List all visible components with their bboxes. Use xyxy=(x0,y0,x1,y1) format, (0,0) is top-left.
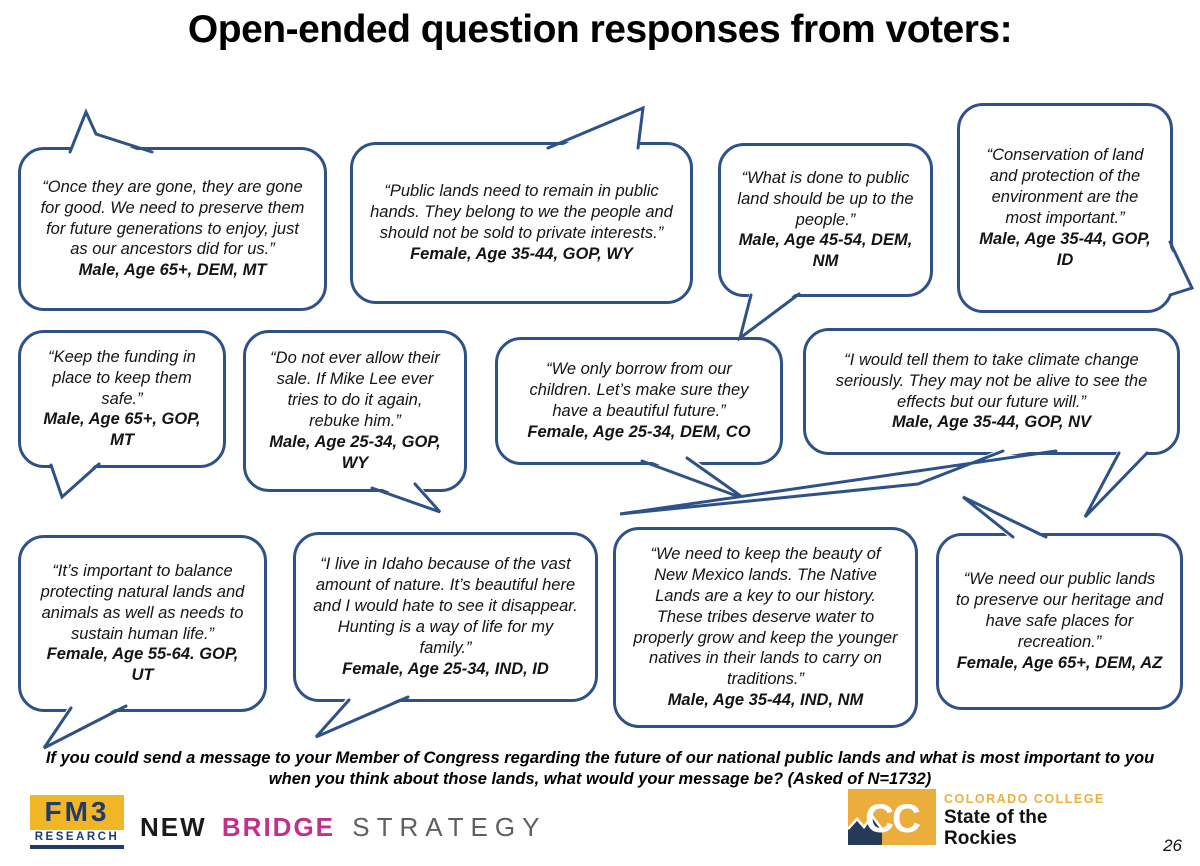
quote-text: “We only borrow from our children. Let’s make sure they have a beautiful future.” xyxy=(529,360,749,420)
colorado-college-logo xyxy=(848,789,1105,848)
colorado-college-label: COLORADO COLLEGE xyxy=(944,792,1105,806)
quote-bubble-1 xyxy=(18,147,327,311)
quote-bubble-3 xyxy=(718,143,933,297)
quote-attribution: Male, Age 35-44, GOP, NV xyxy=(892,413,1091,432)
new-bridge-word-strategy: STRATEGY xyxy=(352,812,547,842)
quote-bubble-12 xyxy=(936,533,1183,710)
state-of-the-rockies-line1: State of the xyxy=(944,807,1048,828)
quote-attribution: Female, Age 25-34, IND, ID xyxy=(342,659,549,678)
bubble-8-tail-b xyxy=(1085,450,1148,517)
quote-attribution: Male, Age 25-34, GOP, WY xyxy=(269,432,441,472)
survey-question-text: If you could send a message to your Member of Congress regarding the future of our national public lands and what is most important to you when you think about those lands, what would your message be? (Asked of N=1732) xyxy=(45,749,1155,788)
quote-text: “We need our public lands to preserve our heritage and have safe places for recreation.” xyxy=(955,570,1164,651)
quote-bubble-7 xyxy=(495,337,783,465)
fm3-research-logo xyxy=(30,795,124,849)
quote-text: “Once they are gone, they are gone for good. We need to preserve them for future generations to enjoy, just as our ancestors did for us.” xyxy=(40,177,305,259)
quote-attribution: Male, Age 65+, DEM, MT xyxy=(78,261,267,280)
svg-text:CC: CC xyxy=(865,797,919,841)
quote-bubble-10 xyxy=(293,532,598,702)
quote-text: “We need to keep the beauty of New Mexico lands. The Native Lands are a key to our history. These tribes deserve water to properly grow and keep the younger natives in their lands to carry on traditions.” xyxy=(633,544,898,689)
colorado-college-logo-text xyxy=(944,789,1105,848)
page-title: Open-ended question responses from voters: xyxy=(187,8,1013,51)
quote-text: “Public lands need to remain in public hands. They belong to we the people and should not be sold to private interests.” xyxy=(370,182,673,242)
quote-text: “It’s important to balance protecting natural lands and animals as well as needs to sustain human life.” xyxy=(40,561,245,643)
quote-text: “I live in Idaho because of the vast amount of nature. It’s beautiful here and I would hate to see it disappear. Hunting is a way of life for my family.” xyxy=(313,555,578,657)
new-bridge-strategy-logo xyxy=(140,812,546,843)
quote-bubble-6 xyxy=(243,330,467,492)
state-of-the-rockies-line2: Rockies xyxy=(944,828,1017,849)
quote-bubble-4 xyxy=(957,103,1173,313)
quote-attribution: Male, Age 65+, GOP, MT xyxy=(43,410,201,450)
quote-attribution: Male, Age 35-44, GOP, ID xyxy=(979,229,1151,269)
quote-text: “What is done to public land should be up to the people.” xyxy=(737,168,914,229)
fm3-logo-subtitle: RESEARCH xyxy=(34,831,120,843)
quote-bubble-5 xyxy=(18,330,226,468)
new-bridge-word-new: NEW xyxy=(140,812,207,842)
quote-bubble-8 xyxy=(803,328,1180,455)
page-number: 26 xyxy=(1163,836,1182,855)
quote-text: “I would tell them to take climate change seriously. They may not be alive to see the effects but our future will.” xyxy=(835,350,1148,411)
fm3-logo-mark: FM3 xyxy=(30,795,124,830)
quote-bubble-2 xyxy=(350,142,693,304)
bubble-3-tail xyxy=(740,290,800,338)
quote-text: “Conservation of land and protection of the environment are the most important.” xyxy=(986,146,1144,227)
quote-attribution: Female, Age 35-44, GOP, WY xyxy=(410,244,633,263)
quote-bubble-9 xyxy=(18,535,267,712)
quote-attribution: Male, Age 35-44, IND, NM xyxy=(667,691,864,710)
quote-text: “Do not ever allow their sale. If Mike Lee ever tries to do it again, rebuke him.” xyxy=(270,349,440,430)
quote-attribution: Female, Age 25-34, DEM, CO xyxy=(527,422,751,441)
new-bridge-word-bridge: BRIDGE xyxy=(221,812,336,842)
quote-attribution: Female, Age 55-64. GOP, UT xyxy=(46,645,239,685)
quote-text: “Keep the funding in place to keep them safe.” xyxy=(48,347,196,408)
colorado-college-badge-icon xyxy=(848,789,936,845)
quote-bubble-11 xyxy=(613,527,918,728)
quote-attribution: Male, Age 45-54, DEM, NM xyxy=(738,231,913,271)
quote-attribution: Female, Age 65+, DEM, AZ xyxy=(956,653,1163,672)
